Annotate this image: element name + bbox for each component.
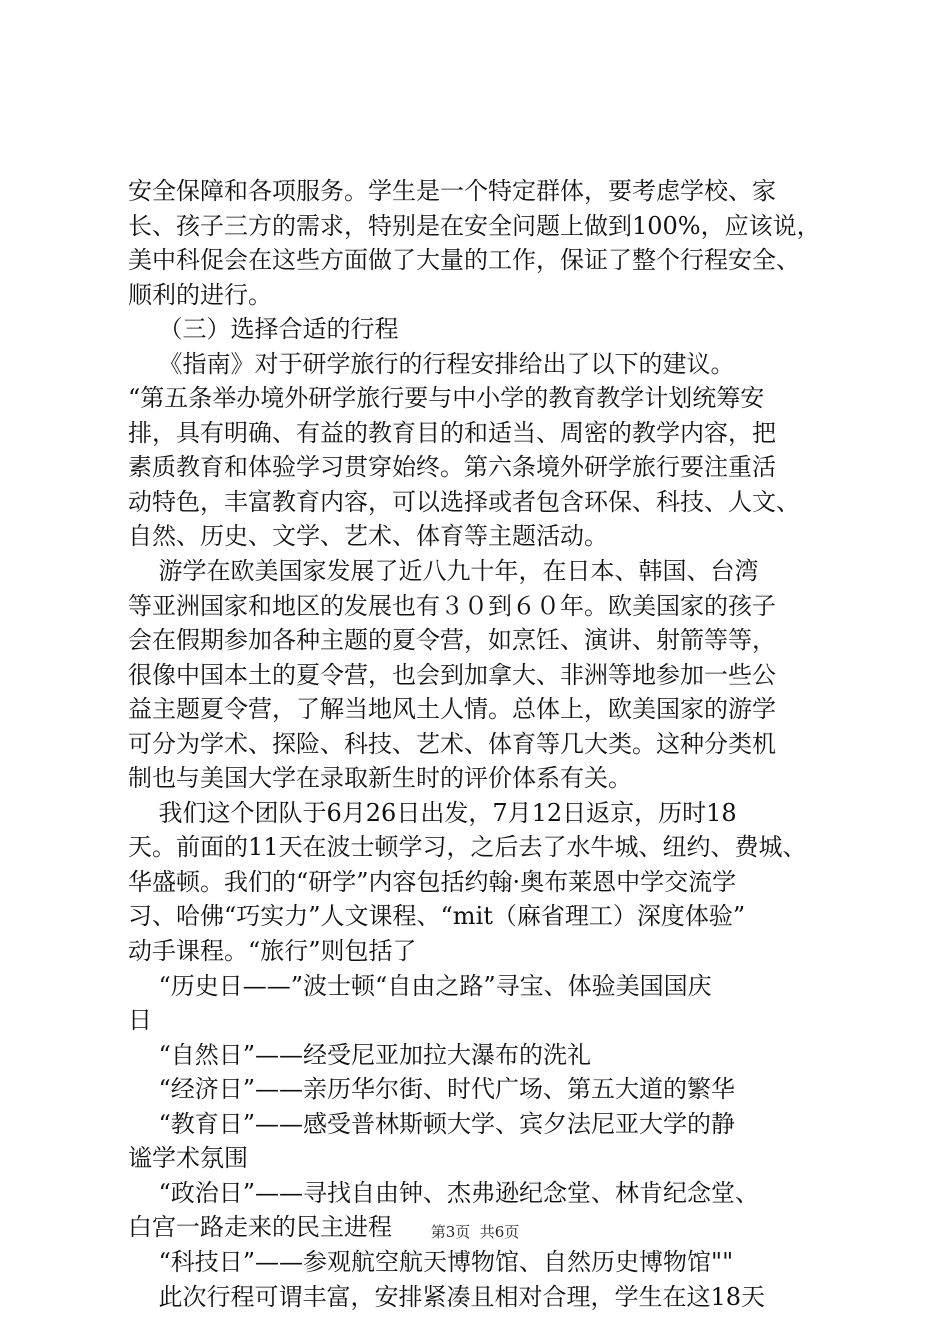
document-body — [128, 174, 828, 1314]
text-line: 美中科促会在这些方面做了大量的工作，保证了整个行程安全、 — [128, 246, 800, 275]
text-line: 此次行程可谓丰富，安排紧凑且相对合理，学生在这18天 — [128, 1282, 766, 1311]
text-line: 《指南》对于研学旅行的行程安排给出了以下的建议。 — [128, 349, 735, 378]
text-line: 会在假期参加各种主题的夏令营，如烹饪、演讲、射箭等等， — [128, 626, 776, 655]
text-line: 很像中国本土的夏令营，也会到加拿大、非洲等地参加一些公 — [128, 660, 776, 689]
text-line: （三）选择合适的行程 — [128, 315, 399, 344]
text-line: 华盛顿。我们的“研学”内容包括约翰·奥布莱恩中学交流学 — [128, 867, 737, 896]
text-line: 动手课程。“旅行”则包括了 — [128, 937, 417, 966]
text-line: 安全保障和各项服务。学生是一个特定群体，要考虑学校、家 — [128, 177, 776, 205]
text-line: 顺利的进行。 — [128, 280, 272, 309]
text-line: 我们这个团队于6月26日出发，7月12日返京，历时18 — [128, 798, 737, 827]
page-footer — [0, 1222, 950, 1242]
text-line: “教育日”——感受普林斯顿大学、宾夕法尼亚大学的静 — [128, 1109, 736, 1138]
text-line: “历史日——”波士顿“自由之路”寻宝、体验美国国庆 — [128, 971, 712, 1000]
text-line: “第五条举办境外研学旅行要与中小学的教育教学计划统筹安 — [128, 384, 765, 413]
text-line: “政治日”——寻找自由钟、杰弗逊纪念堂、林肯纪念堂、 — [128, 1178, 760, 1207]
text-line: 益主题夏令营，了解当地风土人情。总体上，欧美国家的游学 — [128, 695, 776, 724]
text-line: 白宫一路走来的民主进程 — [128, 1213, 392, 1242]
text-line: 游学在欧美国家发展了近八九十年，在日本、韩国、台湾 — [128, 557, 759, 586]
text-line: 自然、历史、文学、艺术、体育等主题活动。 — [128, 522, 608, 551]
text-line: 天。前面的11天在波士顿学习，之后去了水牛城、纽约、费城、 — [128, 833, 807, 862]
text-line: 可分为学术、探险、科技、艺术、体育等几大类。这种分类机 — [128, 729, 776, 758]
text-line: 动特色，丰富教育内容，可以选择或者包含环保、科技、人文、 — [128, 487, 800, 516]
text-line: “经济日”——亲历华尔街、时代广场、第五大道的繁华 — [128, 1075, 736, 1104]
text-line: “自然日”——经受尼亚加拉大瀑布的洗礼 — [128, 1040, 592, 1069]
text-line: 制也与美国大学在录取新生时的评价体系有关。 — [128, 764, 632, 793]
text-line: 长、孩子三方的需求，特别是在安全问题上做到100%，应该说， — [128, 211, 821, 240]
text-line: 素质教育和体验学习贯穿始终。第六条境外研学旅行要注重活 — [128, 453, 776, 482]
text-line: 日 — [128, 1006, 152, 1035]
text-line: 等亚洲国家和地区的发展也有３０到６０年。欧美国家的孩子 — [128, 591, 776, 620]
text-line: 排，具有明确、有益的教育目的和适当、周密的教学内容，把 — [128, 418, 776, 447]
text-line: 谧学术氛围 — [128, 1144, 248, 1173]
page-number-label: 第3页 共6页 — [430, 1223, 520, 1241]
text-line: “科技日”——参观航空航天博物馆、自然历史博物馆"" — [128, 1247, 734, 1276]
text-line: 习、哈佛“巧实力”人文课程、“mit（麻省理工）深度体验” — [128, 902, 746, 931]
